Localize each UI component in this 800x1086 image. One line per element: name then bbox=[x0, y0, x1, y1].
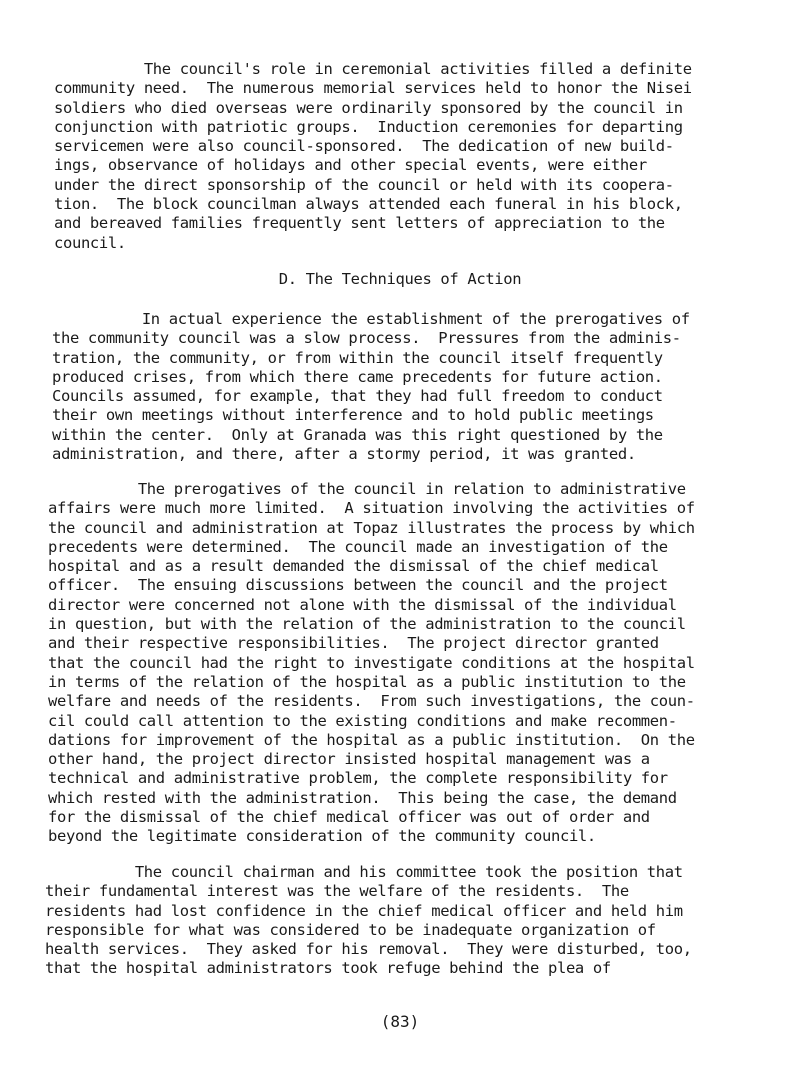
paragraph-ceremonial-activities: The council's role in ceremonial activities filled a definite community need. The numerous memorial services held to honor the Nisei soldiers who died overseas were ordinarily sponsored by the council in conjunction with patriotic groups. Induction ceremonies for departing servicemen were also council-sponsored. The dedication of new build- ings, observance of holidays and other special events, were either under the direct sponsorship of the council or held with its coopera- tion. The block councilman always attended each funeral in his block, and bereaved families frequently sent letters of appreciation to the council. bbox=[54, 60, 692, 252]
paragraph-administrative-affairs: The prerogatives of the council in relation to administrative affairs were much more limited. A situation involving the activities of the council and administration at Topaz illustrates the process by which precedents were determined. The council made an investigation of the hospital and as a result demanded the dismissal of the chief medical officer. The ensuing discussions between the council and the project director were concerned not alone with the dismissal of the individual in question, but with the relation of the administration to the council and their respective responsibilities. The project director granted that the council had the right to investigate conditions at the hospital in terms of the relation of the hospital as a public institution to the welfare and needs of the residents. From such investigations, the coun- cil could call attention to the existing conditions and make recommen- dations for improvement of the hospital as a public institution. On the other hand, the project director insisted hospital management was a technical and administrative problem, the complete responsibility for which rested with the administration. This being the case, the demand for the dismissal of the chief medical officer was out of order and beyond the legitimate consideration of the community council. bbox=[48, 480, 695, 846]
page-number: (83) bbox=[380, 1012, 420, 1031]
paragraph-prerogatives: In actual experience the establishment of the prerogatives of the community council was a slow process. Pressures from the adminis- tration, the community, or from within the council itself frequently produced crises, from which there came precedents for future action. Councils assumed, for example, that they had full freedom to conduct their own meetings without interference and to hold public meetings within the center. Only at Granada was this right questioned by the administration, and there, after a stormy period, it was granted. bbox=[52, 310, 690, 464]
paragraph-council-chairman: The council chairman and his committee took the position that their fundamental interest was the welfare of the residents. The residents had lost confidence in the chief medical officer and held him responsible for what was considered to be inadequate organization of health services. They asked for his removal. They were disturbed, too, that the hospital administrators took refuge behind the plea of bbox=[45, 863, 692, 978]
section-heading: D. The Techniques of Action bbox=[278, 270, 522, 288]
